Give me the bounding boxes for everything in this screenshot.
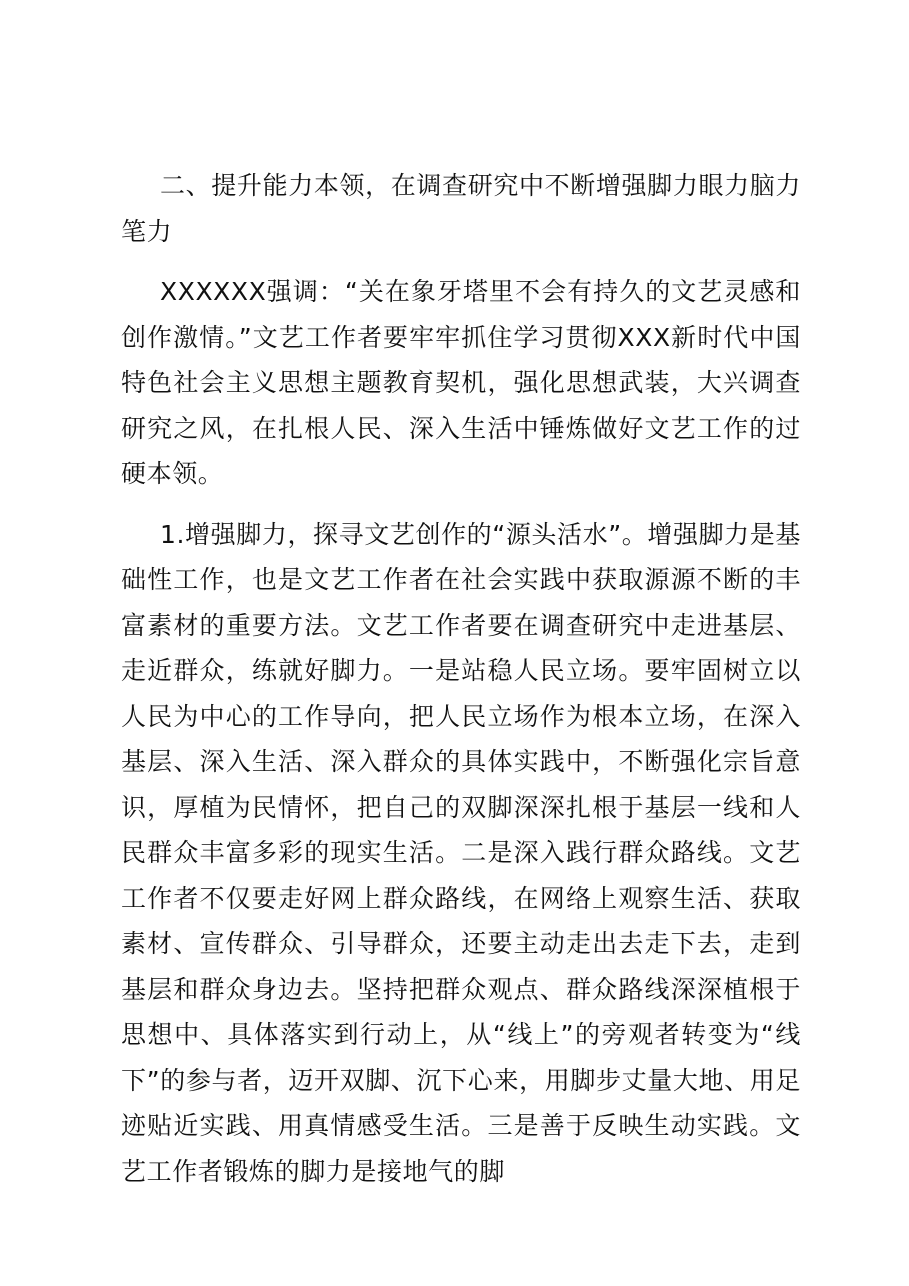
document-body xyxy=(121,163,801,1194)
paragraph-footwork: 1.增强脚力，探寻文艺创作的“源头活水”。增强脚力是基础性工作，也是文艺工作者在社会实践中获取源源不断的丰富素材的重要方法。文艺工作者要在调查研究中走进基层、走近群众，练就好脚力。一是站稳人民立场。要牢固树立以人民为中心的工作导向，把人民立场作为根本立场，在深入基层、深入生活、深入群众的具体实践中，不断强化宗旨意识，厚植为民情怀，把自己的双脚深深扎根于基层一线和人民群众丰富多彩的现实生活。二是深入践行群众路线。文艺工作者不仅要走好网上群众路线，在网络上观察生活、获取素材、宣传群众、引导群众，还要主动走出去走下去，走到基层和群众身边去。坚持把群众观点、群众路线深深植根于思想中、具体落实到行动上，从“线上”的旁观者转变为“线下”的参与者，迈开双脚、沉下心来，用脚步丈量大地、用足迹贴近实践、用真情感受生活。三是善于反映生动实践。文艺工作者锻炼的脚力是接地气的脚 xyxy=(121,519,801,1186)
paragraph-intro: XXXXXX强调：“关在象牙塔里不会有持久的文艺灵感和创作激情。”文艺工作者要牢牢抓住学习贯彻XXX新时代中国特色社会主义思想主题教育契机，强化思想武装，大兴调查研究之风，在扎根人民、深入生活中锤炼做好文艺工作的过硬本领。 xyxy=(121,277,801,488)
section-heading: 二、提升能力本领，在调查研究中不断增强脚力眼力脑力笔力 xyxy=(121,171,801,246)
